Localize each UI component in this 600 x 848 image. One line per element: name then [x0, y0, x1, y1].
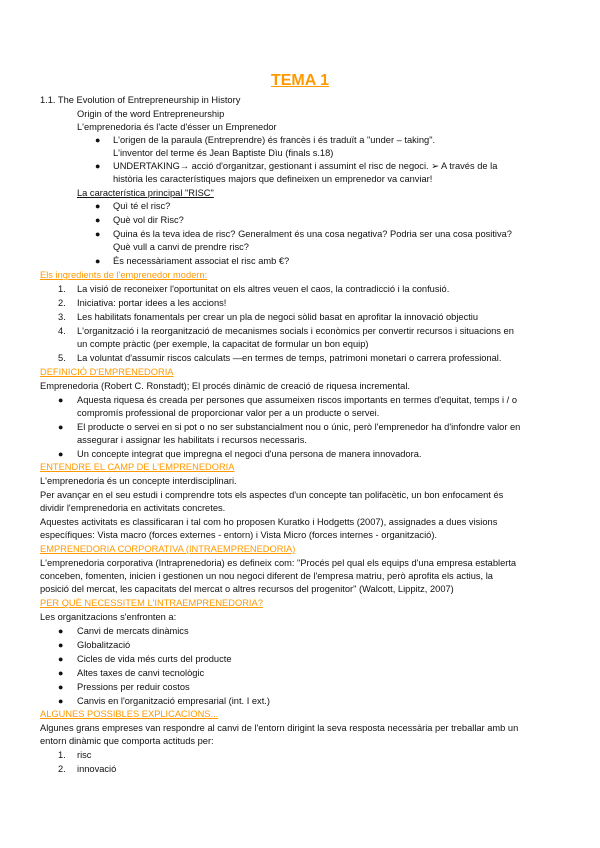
solucions-heading: ALGUNES POSSIBLES EXPLICACIONS...	[40, 709, 219, 719]
list-item: història les característiques majors que defineixen un emprenedor va canviar!	[113, 174, 433, 184]
list-item: Altes taxes de canvi tecnològic	[77, 668, 205, 678]
origin-heading: Origin of the word Entrepreneurship	[77, 109, 225, 119]
paragraph: dividir l'emprenedoria en activitats concretes.	[40, 503, 226, 513]
paragraph: Les organitzacions s'enfronten a:	[40, 612, 177, 622]
list-item: innovació	[77, 764, 117, 774]
bullet-icon: ●	[58, 668, 64, 678]
bullet-icon: ●	[95, 215, 101, 225]
section-heading: 1.1. The Evolution of Entrepreneurship in History	[40, 95, 241, 105]
list-item: Un concepte integrat que impregna el negoci d'una persona de manera innovadora.	[77, 449, 422, 459]
list-item: L'origen de la paraula (Entreprendre) és francès i és traduït a "under – taking".	[113, 135, 436, 145]
bullet-icon: ●	[58, 682, 64, 692]
list-number: 1.	[58, 750, 66, 760]
list-item: Quina és la teva idea de risc? Generalment és una cosa negativa? Podria ser una cosa positiva?	[113, 229, 512, 239]
list-item: Què vol dir Risc?	[113, 215, 184, 225]
paragraph: entorn dinàmic que comporta actituds per:	[40, 736, 214, 746]
paragraph: Algunes grans empreses van respondre al canvi de l'entorn dirigint la seva resposta necessària per treballar amb un	[40, 723, 519, 733]
list-number: 5.	[58, 353, 66, 363]
bullet-icon: ●	[58, 422, 64, 432]
list-number: 4.	[58, 326, 66, 336]
bullet-icon: ●	[58, 449, 64, 459]
ingredients-heading: Els ingredients de l'emprenedor modern:	[40, 270, 208, 280]
paragraph: Emprenedoria (Robert C. Ronstadt); El procés dinàmic de creació de riquesa incremental.	[40, 381, 410, 391]
list-item: Què vull a canvi de prendre risc?	[113, 242, 249, 252]
list-item: Aquesta riquesa és creada per persones que assumeixen riscos importants en termes d'equitat, temps i / o	[77, 395, 517, 405]
list-item: risc	[77, 750, 92, 760]
paragraph: L'emprenedoria és un concepte interdisciplinari.	[40, 476, 237, 486]
bullet-icon: ●	[58, 626, 64, 636]
list-item: La voluntat d'assumir riscos calculats —en termes de temps, patrimoni monetari o carrera professional.	[77, 353, 502, 363]
list-item: UNDERTAKING→ acció d'organitzar, gestionant i assumint el risc de negoci. ➢ A través de la	[113, 161, 498, 171]
list-number: 1.	[58, 284, 66, 294]
bullet-icon: ●	[58, 654, 64, 664]
bullet-icon: ●	[95, 135, 101, 145]
list-number: 2.	[58, 764, 66, 774]
list-item: Canvi de mercats dinàmics	[77, 626, 189, 636]
paragraph: conceben, fomenten, inicien i gestionen un nou negoci diferent de l'empresa matriu, però aprofita els actius, la	[40, 571, 493, 581]
definicio-heading: DEFINICIÓ D'EMPRENEDORIA	[40, 367, 174, 377]
list-item: L'organització i la reorganització de mecanismes socials i econòmics per convertir recursos i situacions en	[77, 326, 514, 336]
paragraph: Aquestes activitats es classificaran i tal com ho proposen Kuratko i Hodgetts (2007), assignades a dues visions	[40, 517, 498, 527]
list-item: L'inventor del terme és Jean Baptiste Dìu (finals s.18)	[113, 148, 334, 158]
bullet-icon: ●	[95, 201, 101, 211]
list-item: Canvis en l'organització empresarial (int. I ext.)	[77, 696, 270, 706]
list-number: 3.	[58, 312, 66, 322]
bullet-icon: ●	[95, 256, 101, 266]
list-item: Cicles de vida més curts del producte	[77, 654, 232, 664]
bullet-icon: ●	[58, 696, 64, 706]
bullet-icon: ●	[95, 161, 101, 171]
list-item: Les habilitats fonamentals per crear un pla de negoci sòlid basat en aprofitar la innovació objectiu	[77, 312, 479, 322]
list-item: Iniciativa: portar idees a les accions!	[77, 298, 227, 308]
bullet-icon: ●	[58, 395, 64, 405]
list-item: un compte pràctic (per exemple, la capacitat de formular un bon equip)	[77, 339, 369, 349]
bullet-icon: ●	[58, 640, 64, 650]
paragraph: L'emprenedoria corporativa (Intraprenedoria) es defineix com: "Procés pel qual els equips d'una empresa establerta	[40, 558, 517, 568]
paragraph: específiques: Vista macro (forces externes - entorn) i Vista Micro (forces internes - organització).	[40, 530, 437, 540]
paragraph: posició del mercat, les capacitats del mercat o altres recursos del progenitor" (Walcott, Lippitz, 2007)	[40, 584, 454, 594]
list-item: El producte o servei en si pot o no ser substancialment nou o únic, però l'emprenedor ha d'infondre valor en	[77, 422, 521, 432]
list-item: Globalització	[77, 640, 131, 650]
list-item: És necessàriament associat el risc amb €?	[113, 256, 290, 266]
page-title: TEMA 1	[270, 72, 330, 89]
perque-heading: PER QUÈ NECESSITEM L'INTRAEMPRENEDORIA?	[40, 598, 263, 608]
origin-definition: L'emprenedoria és l'acte d'ésser un Emprenedor	[77, 122, 277, 132]
list-item: assegurar i assignar les habilitats i recursos necessaris.	[77, 435, 307, 445]
list-item: Quì té el risc?	[113, 201, 171, 211]
list-item: compromís professional de proporcionar valor per a un producte o servei.	[77, 408, 380, 418]
bullet-icon: ●	[95, 229, 101, 239]
corp-heading: EMPRENEDORIA CORPORATIVA (INTRAEMPRENEDORIA)	[40, 544, 296, 554]
risk-heading: La característica principal "RISC"	[77, 188, 214, 198]
paragraph: Per avançar en el seu estudi i comprendre tots els aspectes d'un concepte tan polifacètic, un bon enfocament és	[40, 490, 504, 500]
list-item: La visió de reconeixer l'oportunitat on els altres veuen el caos, la contradicció i la confusió.	[77, 284, 450, 294]
camp-heading: ENTENDRE EL CAMP DE L'EMPRENEDORIA	[40, 462, 235, 472]
list-number: 2.	[58, 298, 66, 308]
list-item: Pressions per reduir costos	[77, 682, 190, 692]
